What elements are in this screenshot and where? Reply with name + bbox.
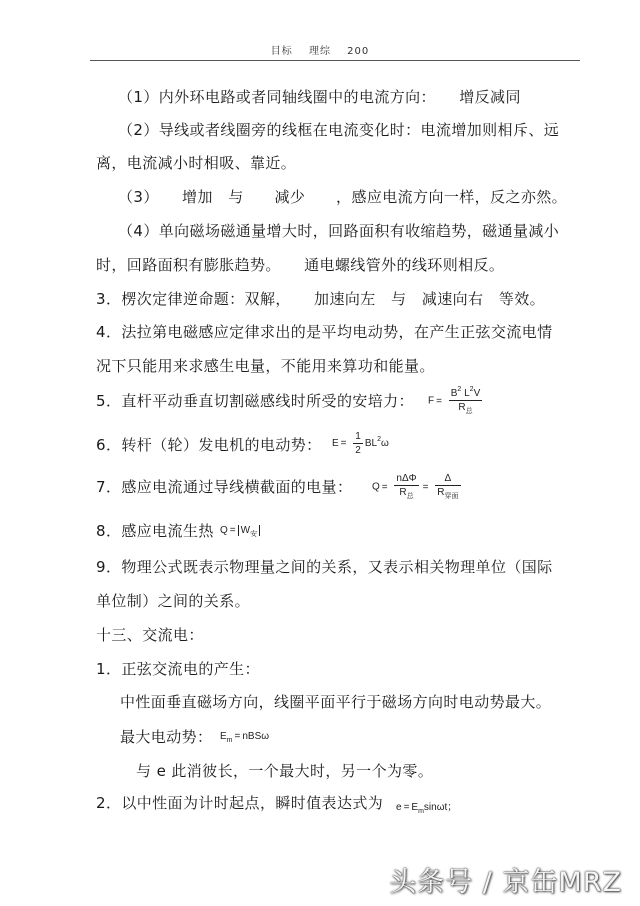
text-line: 最大电动势： (120, 728, 213, 746)
text-line: 8．感应电流生热 (96, 522, 214, 540)
text-line: 9．物理公式既表示物理量之间的关系，又表示相关物理单位（国际 (96, 558, 553, 576)
text-line: 单位制）之间的关系。 (96, 592, 251, 610)
text-line: 时，回路面积有膨胀趋势。 通电螺线管外的线环则相反。 (96, 256, 505, 274)
text-line: 2．以中性面为计时起点，瞬时值表达式为 (96, 794, 384, 812)
text-line: 5．直杆平动垂直切割磁感线时所受的安培力： (96, 392, 414, 410)
text-line: （1）内外环电路或者同轴线圈中的电流方向： 增反减同 (118, 88, 521, 106)
text-line: （3） 增加 与 减少 ，感应电流方向一样，反之亦然。 (118, 188, 568, 206)
ampere-force-formula: F = $\frac{B^2 L^2V}{R_总}$ (428, 386, 481, 415)
page-header (0, 42, 640, 57)
charge-formula: Q = $\frac{\text{nΔΦ}}{R_总}$ = $\frac{\Delta}{R_{穿面}}$ (372, 473, 459, 500)
text-line: （4）单向磁场磁通量增大时，回路面积有收缩趋势，磁通量减小 (118, 222, 560, 240)
instantaneous-formula: $e = E_m\sin\omega t$； (396, 802, 458, 815)
header-rule (90, 60, 580, 61)
header-number: 200 (347, 46, 370, 57)
text-line: 4．法拉第电磁感应定律求出的是平均电动势，在产生正弦交流电情 (96, 323, 553, 341)
header-title: 目标 (270, 46, 293, 57)
heat-formula: $Q = W_安$ (220, 525, 260, 539)
header-subject: 理综 (308, 46, 331, 57)
rotating-emf-formula: E = $\frac{1}{2}$ $BL^2\omega$ (332, 431, 389, 456)
section-heading: 十三、交流电： (96, 626, 204, 644)
text-line: 1．正弦交流电的产生： (96, 660, 260, 678)
text-line: 与 e 此消彼长，一个最大时，另一个为零。 (136, 762, 434, 780)
max-emf-formula: $E_m = nBS\omega$ (220, 731, 270, 744)
text-line: 中性面垂直磁场方向，线圈平面平行于磁场方向时电动势最大。 (120, 693, 552, 711)
text-line: 7．感应电流通过导线横截面的电量： (96, 478, 353, 496)
text-line: 3．楞次定律逆命题：双解， 加速向左 与 减速向右 等效。 (96, 290, 546, 308)
text-line: （2）导线或者线圈旁的线框在电流变化时：电流增加则相斥、远 (118, 121, 560, 139)
text-line: 离，电流减小时相吸、靠近。 (96, 154, 297, 172)
watermark: 头条号 / 京缶MRZ (389, 867, 622, 898)
text-line: 况下只能用来求感生电量，不能用来算功和能量。 (96, 357, 435, 375)
text-line: 6．转杆（轮）发电机的电动势： (96, 436, 322, 454)
